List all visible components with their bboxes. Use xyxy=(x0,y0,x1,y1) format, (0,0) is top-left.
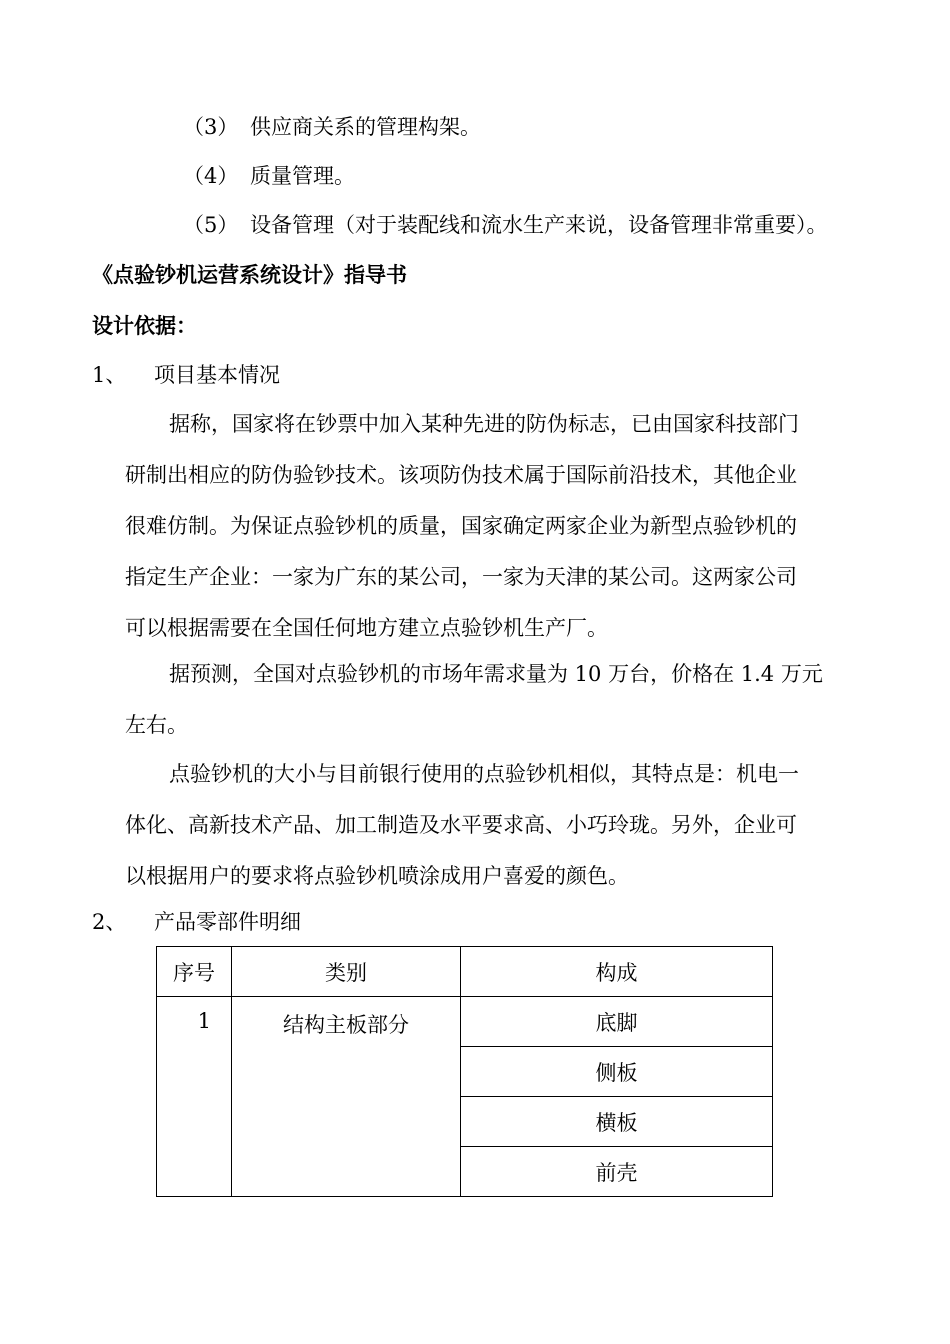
table-cell-category: 结构主板部分 xyxy=(232,997,461,1197)
list-item-text: 供应商关系的管理构架。 xyxy=(250,115,481,139)
table-header-seq: 序号 xyxy=(157,947,232,997)
paragraph-line: 研制出相应的防伪验钞技术。该项防伪技术属于国际前沿技术，其他企业 xyxy=(125,463,797,487)
paragraph-line: 可以根据需要在全国任何地方建立点验钞机生产厂。 xyxy=(125,616,608,640)
table-row xyxy=(157,997,773,1047)
document-title: 《点验钞机运营系统设计》指导书 xyxy=(92,262,407,287)
list-number: （4） xyxy=(183,164,239,188)
paragraph-line: 据预测，全国对点验钞机的市场年需求量为 10 万台，价格在 1.4 万元 xyxy=(169,662,823,686)
section-title: 产品零部件明细 xyxy=(154,910,301,934)
section-number: 1、 xyxy=(92,363,127,387)
list-number: （5） xyxy=(183,213,239,237)
paragraph-line: 据称，国家将在钞票中加入某种先进的防伪标志，已由国家科技部门 xyxy=(169,412,799,436)
list-item-text: 质量管理。 xyxy=(250,164,355,188)
section-number: 2、 xyxy=(92,910,127,934)
table-header-components: 构成 xyxy=(461,947,773,997)
table-cell-component: 前壳 xyxy=(461,1147,773,1197)
table-cell-component: 侧板 xyxy=(461,1047,773,1097)
paragraph xyxy=(125,409,860,664)
table-cell-component: 底脚 xyxy=(461,997,773,1047)
design-basis-heading: 设计依据： xyxy=(92,313,197,338)
section-title: 项目基本情况 xyxy=(154,363,280,387)
paragraph-line: 以根据用户的要求将点验钞机喷涂成用户喜爱的颜色。 xyxy=(125,864,629,888)
paragraph xyxy=(125,759,860,912)
table-header-row xyxy=(157,947,773,997)
table-cell-component: 横板 xyxy=(461,1097,773,1147)
table-header-category: 类别 xyxy=(232,947,461,997)
table-cell-seq: 1 xyxy=(157,997,232,1197)
list-item-text: 设备管理（对于装配线和流水生产来说，设备管理非常重要）。 xyxy=(250,213,828,237)
paragraph xyxy=(125,659,860,761)
list-number: （3） xyxy=(183,115,239,139)
paragraph-line: 点验钞机的大小与目前银行使用的点验钞机相似，其特点是：机电一 xyxy=(169,762,799,786)
parts-table xyxy=(156,946,773,1197)
paragraph-line: 体化、高新技术产品、加工制造及水平要求高、小巧玲珑。另外，企业可 xyxy=(125,813,797,837)
paragraph-line: 左右。 xyxy=(125,713,188,737)
paragraph-line: 指定生产企业：一家为广东的某公司，一家为天津的某公司。这两家公司 xyxy=(125,565,797,589)
paragraph-line: 很难仿制。为保证点验钞机的质量，国家确定两家企业为新型点验钞机的 xyxy=(125,514,797,538)
